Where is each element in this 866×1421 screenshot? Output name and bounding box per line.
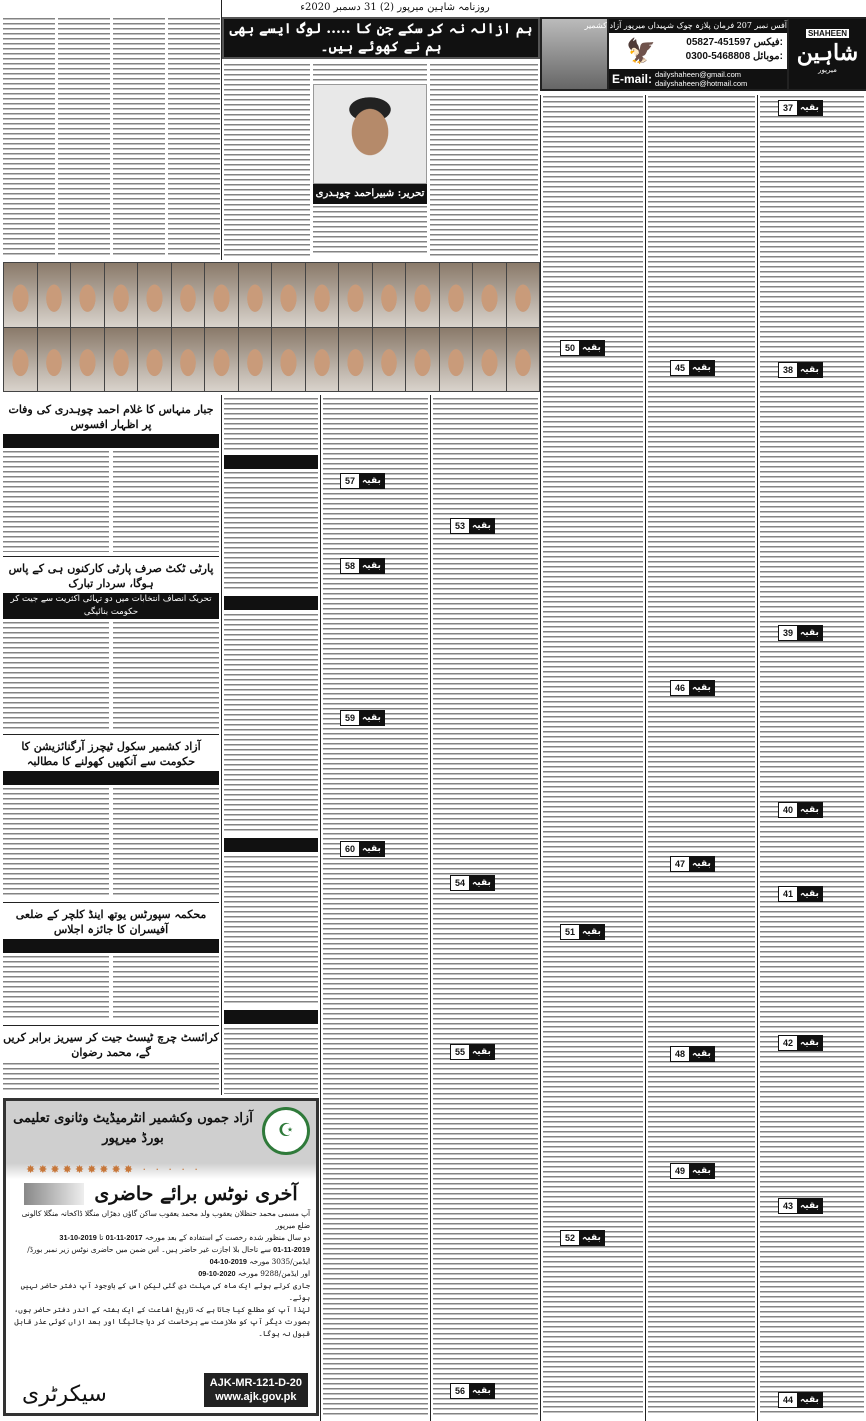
continued-label: بقیہ <box>469 1045 494 1059</box>
continued-marker <box>560 340 605 356</box>
continued-marker <box>450 1044 495 1060</box>
continued-label: بقیہ <box>797 101 822 115</box>
continued-marker <box>340 710 385 726</box>
continued-number: 50 <box>561 341 579 355</box>
continued-marker <box>670 1163 715 1179</box>
continued-number: 38 <box>779 363 797 377</box>
fax-label: فیکس: <box>753 37 783 48</box>
continued-label: بقیہ <box>359 474 384 488</box>
portrait-photo <box>4 328 37 392</box>
portrait-photo <box>138 263 171 327</box>
photo-strip <box>3 262 540 392</box>
continued-label: بقیہ <box>359 842 384 856</box>
continued-number: 46 <box>671 681 689 695</box>
continued-label: بقیہ <box>689 361 714 375</box>
continued-label: بقیہ <box>579 1231 604 1245</box>
news-item <box>3 557 219 735</box>
newspaper-logo <box>789 19 866 89</box>
portrait-photo <box>440 263 473 327</box>
continued-marker <box>778 625 823 641</box>
continued-marker <box>778 100 823 116</box>
logo-city: میرپور <box>818 66 837 74</box>
portrait-photo <box>339 328 372 392</box>
continued-label: بقیہ <box>579 925 604 939</box>
continued-marker <box>450 1383 495 1399</box>
ad-line: سے تاحال بلا اجازت غیر حاضر ہیں۔ اس ضمن میں حاضری نوٹس زیر نمبر بورڈ/ایڈمن/3035 مورخہ <box>27 1245 310 1266</box>
continued-label: بقیہ <box>469 876 494 890</box>
ad-date: 31-10-2019 <box>59 1233 97 1242</box>
eagle-icon: 🦅 <box>626 37 656 65</box>
continued-marker <box>670 680 715 696</box>
continued-number: 39 <box>779 626 797 640</box>
portrait-photo <box>507 263 540 327</box>
portrait-photo <box>4 263 37 327</box>
ad-line: لہٰذا آپ کو مطلع کیا جاتا ہے کہ تاریخ اشاعت کے ایک ہفتہ کے اندر دفتر حاضر ہوں، بصورت دیگر آپ کو ملازمت سے برخاست کر دیا جائیگا اور بعد ازاں کوئی عذر قابل قبول نہ ہوگا۔ <box>14 1305 310 1338</box>
portrait-photo <box>172 263 205 327</box>
ad-title: آخری نوٹس برائے حاضری <box>94 1183 298 1205</box>
continued-number: 41 <box>779 887 797 901</box>
maple-leaves-decoration: ✸✸✸✸✸✸✸✸✸ · · · · · <box>6 1163 316 1179</box>
ad-website[interactable]: www.ajk.gov.pk <box>215 1391 297 1403</box>
continued-label: بقیہ <box>797 887 822 901</box>
portrait-photo <box>205 263 238 327</box>
continued-marker <box>560 1230 605 1246</box>
ad-board-name: آزاد جموں وکشمیر انٹرمیڈیٹ وثانوی تعلیمی بورڈ میرپور <box>13 1111 253 1146</box>
continued-number: 37 <box>779 101 797 115</box>
portrait-photo <box>38 328 71 392</box>
news-subheading-bar <box>3 434 219 448</box>
portrait-photo <box>71 263 104 327</box>
dateline: روزنامہ شاہین میرپور (2) 31 دسمبر 2020ء <box>300 2 490 13</box>
news-headline[interactable]: جبار منہاس کا غلام احمد چوہدری کی وفات پر اظہار افسوس <box>3 402 219 432</box>
portrait-photo <box>272 263 305 327</box>
portrait-photo <box>272 328 305 392</box>
continued-number: 48 <box>671 1047 689 1061</box>
continued-label: بقیہ <box>469 1384 494 1398</box>
continued-marker <box>340 473 385 489</box>
continued-marker <box>778 1035 823 1051</box>
email-hotmail[interactable]: dailyshaheen@hotmail.com <box>655 79 748 88</box>
continued-label: بقیہ <box>359 559 384 573</box>
continued-marker <box>778 802 823 818</box>
ad-line: دو سال منظور شدہ رخصت کے استفادہ کے بعد مورخہ <box>144 1233 310 1242</box>
byline: تحریر: شبیراحمد چوہدری <box>313 184 427 204</box>
continued-label: بقیہ <box>797 1393 822 1407</box>
continued-label: بقیہ <box>469 519 494 533</box>
ad-line: جاری کرتے ہوئے ایک ماہ کی مہلت دی گئی لیکن اس کے باوجود آپ دفتر حاضر نہیں ہوئے۔ <box>20 1281 310 1302</box>
portrait-photo <box>406 328 439 392</box>
portrait-photo <box>239 263 272 327</box>
news-subheading-bar <box>3 939 219 953</box>
brief-heading-bar <box>224 596 318 610</box>
continued-number: 54 <box>451 876 469 890</box>
brief-heading-bar <box>224 455 318 469</box>
brief-heading-bar <box>224 1010 318 1024</box>
continued-label: بقیہ <box>797 803 822 817</box>
ad-date: 09-10-2020 <box>198 1269 236 1278</box>
continued-number: 51 <box>561 925 579 939</box>
news-headline[interactable]: پارٹی ٹکٹ صرف پارٹی کارکنوں ہی کے پاس ہوگا، سردار تبارک <box>3 561 219 591</box>
continued-label: بقیہ <box>359 711 384 725</box>
continued-number: 40 <box>779 803 797 817</box>
continued-number: 60 <box>341 842 359 856</box>
continued-number: 43 <box>779 1199 797 1213</box>
continued-label: بقیہ <box>797 626 822 640</box>
continued-marker <box>670 360 715 376</box>
portrait-photo <box>239 328 272 392</box>
notice-advertisement: ☪ آزاد جموں وکشمیر انٹرمیڈیٹ وثانوی تعلیمی بورڈ میرپور ✸✸✸✸✸✸✸✸✸ · · · · · آخری نوٹس برائے حاضری آپ مسمی محمد حنظلان یعقوب ولد محمد یعقوب ساکن گاؤں دھڑاں منگلا ڈاکخانہ منگلا کالونی ضلع میرپور دو سال منظور شدہ رخصت کے استفادہ کے بعد مورخہ 01-11-2017 تا 31-10-2019 01-11-2019 سے تاحال بلا اجازت غیر حاضر ہیں۔ اس ضمن میں حاضری نوٹس زیر نمبر بورڈ/ایڈمن/3035 مورخہ 04-10-2019 اور ایڈمن/9288 مورخہ 09-10-2020 جاری کرتے ہوئے ایک ماہ کی مہلت دی گئی لیکن اس کے باوجود آپ دفتر حاضر نہیں ہوئے۔ لہٰذا آپ کو مطلع کیا جاتا ہے کہ تاریخ اشاعت کے ایک ہفتہ کے اندر دفتر حاضر ہوں، بصورت دیگر آپ کو ملازمت سے برخاست کر دیا جائیگا اور بعد ازاں کوئی عذر قابل قبول نہ ہوگا۔ سیکرٹری AJK-MR-121-D-20 www.ajk.gov.pk <box>3 1098 319 1416</box>
continued-number: 58 <box>341 559 359 573</box>
email-gmail[interactable]: dailyshaheen@gmail.com <box>655 70 742 79</box>
portrait-photo <box>205 328 238 392</box>
logo-english: SHAHEEN <box>807 29 848 38</box>
continued-marker <box>778 362 823 378</box>
continued-number: 45 <box>671 361 689 375</box>
continued-number: 53 <box>451 519 469 533</box>
ad-date: 01-11-2019 <box>273 1245 310 1254</box>
portrait-photo <box>440 328 473 392</box>
ad-date: 01-11-2017 <box>105 1233 143 1242</box>
continued-label: بقیہ <box>797 1036 822 1050</box>
continued-number: 44 <box>779 1393 797 1407</box>
portrait-photo <box>105 328 138 392</box>
ad-signature: سیکرٹری <box>22 1382 107 1407</box>
ad-code: AJK-MR-121-D-20 <box>209 1377 302 1389</box>
news-subheading-bar <box>3 771 219 785</box>
continued-label: بقیہ <box>689 1164 714 1178</box>
feature-headline <box>222 17 540 59</box>
left-news-column <box>3 398 219 1095</box>
continued-number: 47 <box>671 857 689 871</box>
continued-number: 57 <box>341 474 359 488</box>
news-item <box>3 398 219 557</box>
continued-marker <box>778 886 823 902</box>
portrait-photo <box>306 263 339 327</box>
continued-marker <box>778 1392 823 1408</box>
logo-title: شاہین <box>796 40 859 66</box>
continued-marker <box>670 856 715 872</box>
news-headline[interactable]: آزاد کشمیر سکول ٹیچرز آرگنائزیشن کا حکومت سے آنکھیں کھولنے کا مطالبہ <box>3 739 219 769</box>
brief-heading-bar <box>224 838 318 852</box>
government-seal-icon: ☪ <box>262 1107 310 1155</box>
portrait-photo <box>138 328 171 392</box>
continued-number: 59 <box>341 711 359 725</box>
masthead <box>540 17 866 91</box>
news-headline[interactable]: محکمہ سپورٹس یوتھ اینڈ کلچر کے ضلعی آفیسران کا جائزہ اجلاس <box>3 907 219 937</box>
portrait-photo <box>473 328 506 392</box>
portrait-photo <box>507 328 540 392</box>
ad-line: اور ایڈمن/9288 مورخہ <box>237 1269 310 1278</box>
news-headline[interactable]: کرائسٹ چرچ ٹیسٹ جیت کر سیریز برابر کریں گے، محمد رضوان <box>3 1031 219 1060</box>
continued-marker <box>670 1046 715 1062</box>
mobile-label: موبائل: <box>752 51 783 62</box>
continued-number: 42 <box>779 1036 797 1050</box>
continued-number: 52 <box>561 1231 579 1245</box>
portrait-photo <box>306 328 339 392</box>
continued-number: 56 <box>451 1384 469 1398</box>
continued-marker <box>450 875 495 891</box>
continued-label: بقیہ <box>797 1199 822 1213</box>
portrait-photo <box>71 328 104 392</box>
news-subheading: تحریک انصاف انتخابات میں دو تہائی اکثریت سے جیت کر حکومت بنائیگی <box>3 593 219 619</box>
portrait-photo <box>105 263 138 327</box>
news-item <box>3 1026 219 1095</box>
continued-label: بقیہ <box>689 1047 714 1061</box>
continued-marker <box>450 518 495 534</box>
portrait-photo <box>38 263 71 327</box>
continued-label: بقیہ <box>689 857 714 871</box>
continued-number: 49 <box>671 1164 689 1178</box>
author-portrait <box>313 84 427 184</box>
portrait-photo <box>473 263 506 327</box>
feature-headline-text: ہم ازالہ نہ کر سکے جن کا ..... لوگ ایسے بھی ہم نے کھوئے ہیں۔ <box>229 21 533 55</box>
portrait-photo <box>406 263 439 327</box>
office-address: آفس نمبر 207 فرمان پلازہ چوک شہیداں میرپور آزاد کشمیر <box>609 19 787 33</box>
news-item <box>3 903 219 1026</box>
ad-date: 04-10-2019 <box>209 1257 247 1266</box>
continued-marker <box>778 1198 823 1214</box>
continued-number: 55 <box>451 1045 469 1059</box>
continued-label: بقیہ <box>797 363 822 377</box>
email-label: E-mail: <box>612 72 653 86</box>
portrait-photo <box>373 263 406 327</box>
ad-line: آپ مسمی محمد حنظلان یعقوب ولد محمد یعقوب ساکن گاؤں دھڑاں منگلا ڈاکخانہ منگلا کالونی ضلع میرپور <box>21 1209 310 1230</box>
mobile-number: 0300-5468808 <box>685 51 751 62</box>
continued-marker <box>560 924 605 940</box>
portrait-photo <box>373 328 406 392</box>
portrait-photo <box>172 328 205 392</box>
continued-label: بقیہ <box>689 681 714 695</box>
fax-number: 05827-451597 <box>686 37 751 48</box>
continued-marker <box>340 841 385 857</box>
news-item <box>3 735 219 903</box>
portrait-photo <box>339 263 372 327</box>
continued-marker <box>340 558 385 574</box>
continued-label: بقیہ <box>579 341 604 355</box>
